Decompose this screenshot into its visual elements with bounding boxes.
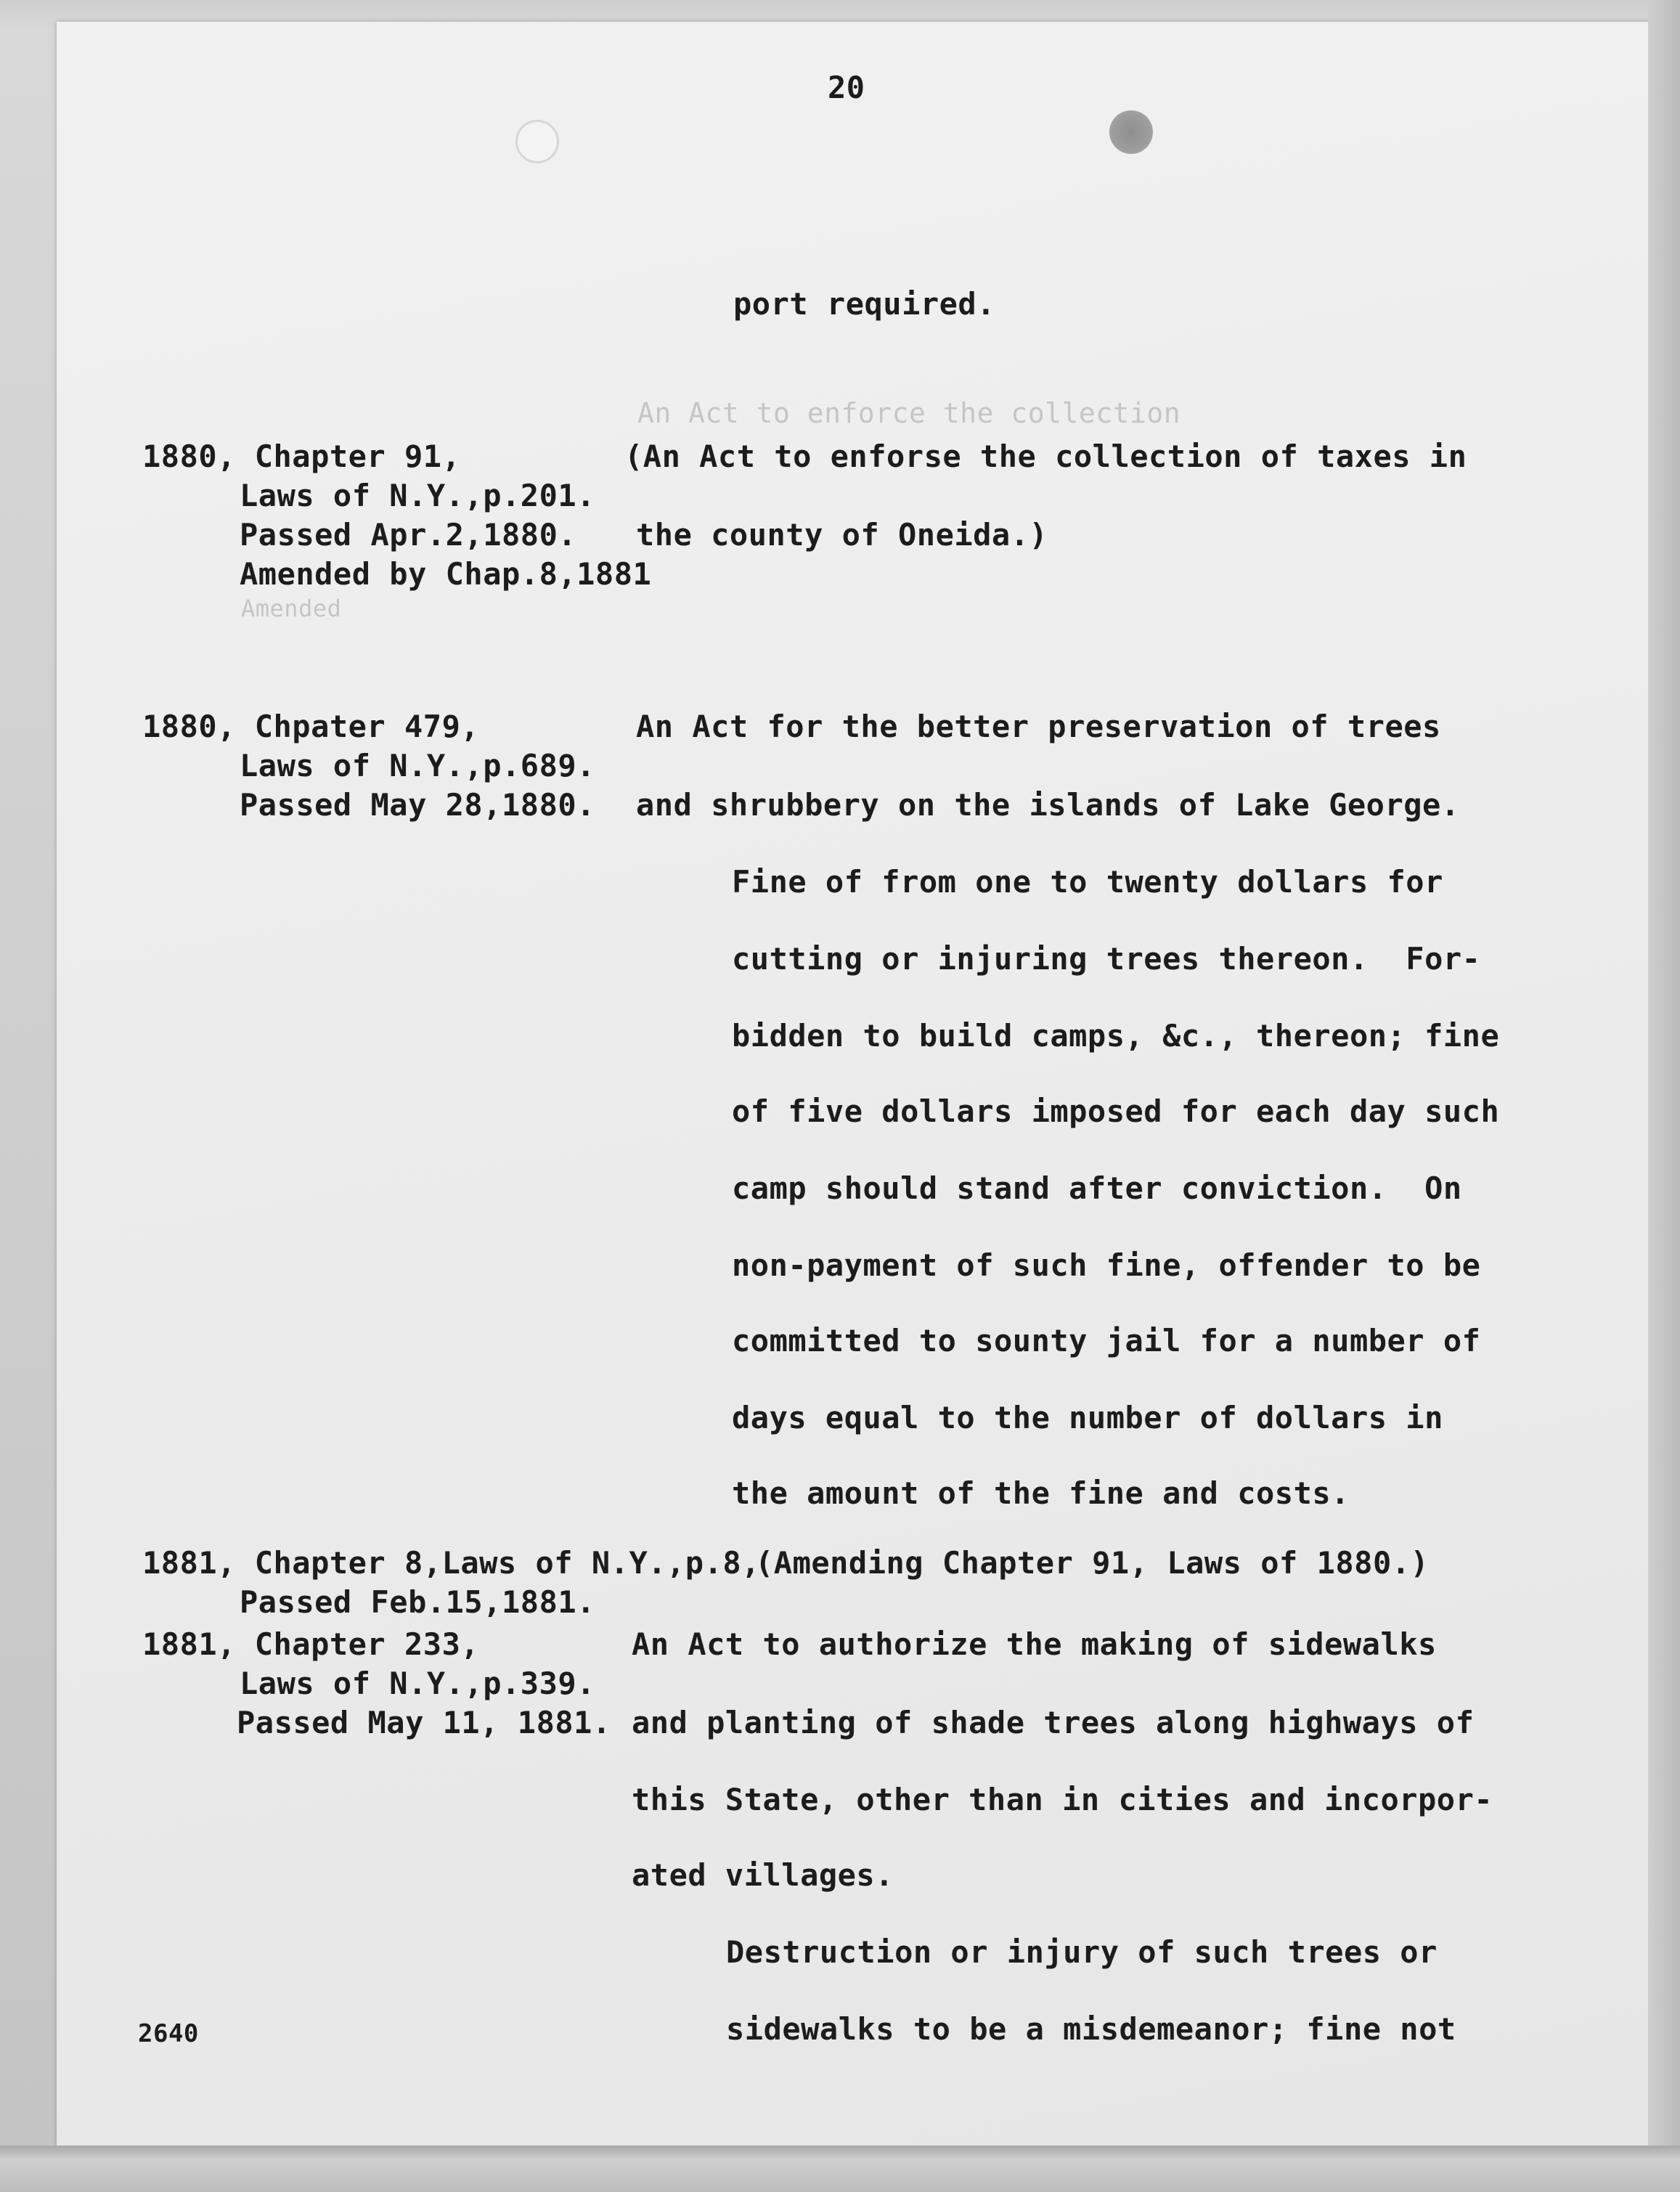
entry-text-line: An Act for the better preservation of trees: [636, 709, 1441, 744]
punch-hole-filled: [1109, 110, 1153, 154]
entry-text-line: (Amending Chapter 91, Laws of 1880.): [755, 1545, 1430, 1581]
entry-text-line: (An Act to enforse the collection of taxes in: [624, 439, 1467, 474]
citation-line: 1880, Chapter 91,: [142, 439, 461, 474]
entry-text-line: committed to sounty jail for a number of: [732, 1323, 1481, 1358]
continuation-line: port required.: [733, 286, 996, 322]
entry-text-line: days equal to the number of dollars in: [732, 1400, 1443, 1435]
citation-line: Passed Apr.2,1880.: [240, 517, 577, 553]
entry-text-line: ated villages.: [632, 1857, 894, 1893]
bottom-page-edge: [0, 2146, 1680, 2192]
entry-text-line: camp should stand after conviction. On: [732, 1170, 1462, 1206]
citation-line: 1880, Chpater 479,: [142, 709, 480, 744]
entry-text-line: and planting of shade trees along highways of: [632, 1705, 1475, 1740]
entry-text-line: Destruction or injury of such trees or: [726, 1934, 1438, 1970]
citation-line: Laws of N.Y.,p.339.: [240, 1666, 595, 1701]
entry-text-line: non-payment of such fine, offender to be: [732, 1247, 1481, 1283]
page-number: 20: [828, 70, 865, 105]
entry-text-line: An Act to authorize the making of sidewalks: [632, 1626, 1437, 1662]
citation-line: 1881, Chapter 8,Laws of N.Y.,p.8,: [142, 1545, 760, 1581]
entry-text-line: Fine of from one to twenty dollars for: [732, 864, 1443, 900]
citation-line: Passed Feb.15,1881.: [240, 1584, 595, 1620]
citation-line: 1881, Chapter 233,: [142, 1626, 480, 1662]
citation-line: Laws of N.Y.,p.689.: [240, 748, 595, 783]
citation-line: Laws of N.Y.,p.201.: [240, 478, 595, 513]
entry-text-line: and shrubbery on the islands of Lake George.: [636, 787, 1460, 823]
entry-text-line: bidden to build camps, &c., thereon; fine: [732, 1018, 1500, 1054]
entry-text-line: sidewalks to be a misdemeanor; fine not: [726, 2011, 1456, 2047]
entry-text-line: this State, other than in cities and incorpor-: [632, 1782, 1493, 1817]
bleed-through-text: An Act to enforce the collection: [637, 397, 1181, 429]
paper-sheet: [57, 22, 1654, 2146]
citation-line: Passed May 11, 1881.: [237, 1705, 611, 1740]
entry-text-line: of five dollars imposed for each day such: [732, 1093, 1500, 1129]
bleed-through-text-small: Amended: [241, 595, 342, 622]
punch-hole-open: [515, 120, 559, 163]
entry-text-line: cutting or injuring trees thereon. For-: [732, 941, 1481, 977]
entry-text-line: the amount of the fine and costs.: [732, 1475, 1350, 1511]
footer-number: 2640: [138, 2019, 199, 2048]
entry-text-line: the county of Oneida.): [636, 517, 1048, 553]
citation-line: Amended by Chap.8,1881: [240, 556, 652, 592]
right-page-edge: [1648, 0, 1680, 2192]
citation-line: Passed May 28,1880.: [240, 787, 595, 823]
